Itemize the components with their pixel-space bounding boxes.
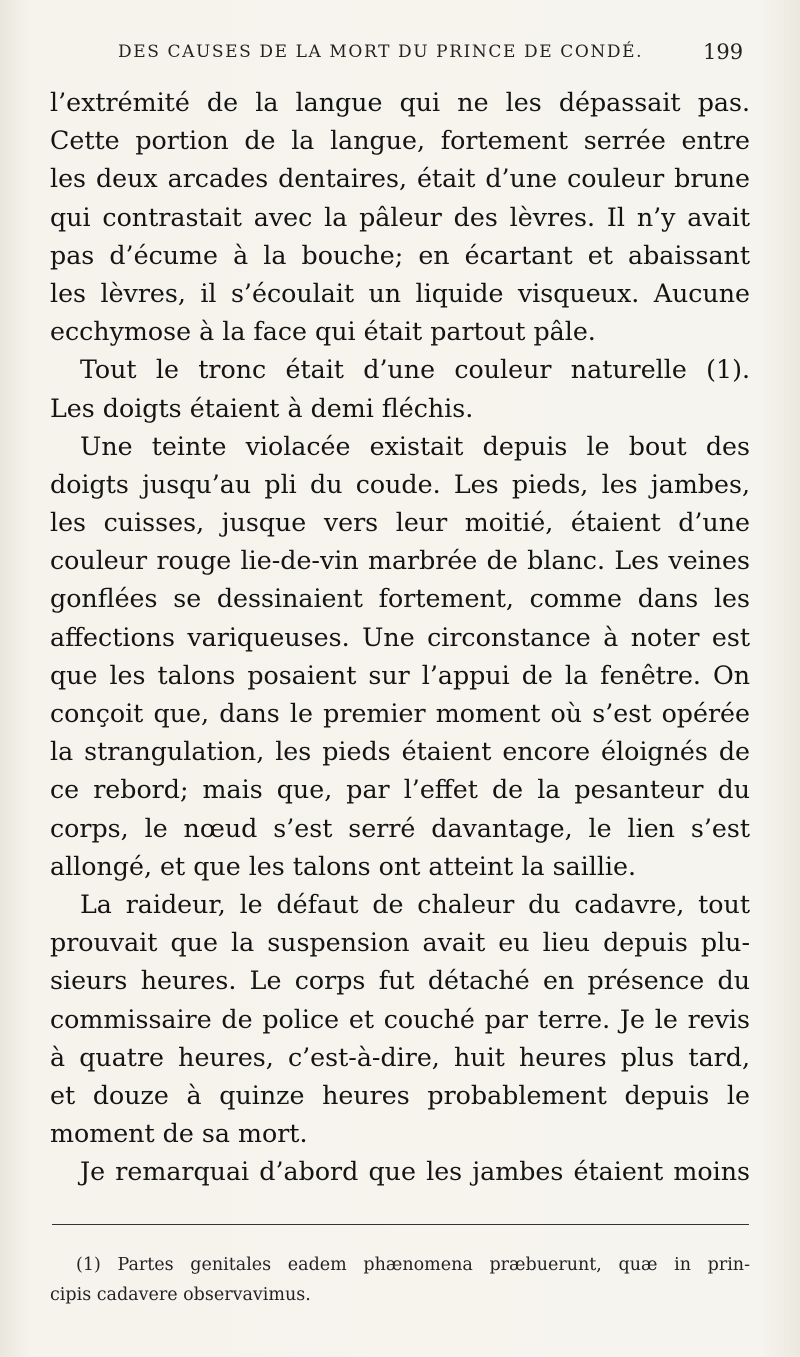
text-line: Je remarquai d’abord que les jambes étaient moins — [80, 1157, 750, 1187]
text-line: les cuisses, jusque vers leur moitié, étaient d’une — [50, 508, 750, 538]
text-line: couleur rouge lie-de-vin marbrée de blanc. Les veines — [50, 546, 750, 576]
text-line: à quatre heures, c’est-à-dire, huit heures plus tard, — [50, 1042, 750, 1072]
text-line: que les talons posaient sur l’appui de la fenêtre. On — [50, 660, 750, 690]
text-line: La raideur, le défaut de chaleur du cadavre, tout — [80, 889, 750, 919]
text-line: commissaire de police et couché par terre. Je le revis — [50, 1004, 750, 1034]
footnote — [50, 1250, 750, 1310]
text-line: Les doigts étaient à demi fléchis. — [50, 393, 474, 423]
text-line: Une teinte violacée existait depuis le bout des — [80, 431, 750, 461]
text-line: sieurs heures. Le corps fut détaché en présence du — [50, 966, 750, 996]
text-line: la strangulation, les pieds étaient encore éloignés de — [50, 737, 750, 767]
text-line: les lèvres, il s’écoulait un liquide visqueux. Aucune — [50, 278, 750, 308]
footnote-line: cipis cadavere observavimus. — [50, 1285, 311, 1305]
running-title: DES CAUSES DE LA MORT DU PRINCE DE CONDÉ. — [118, 42, 644, 62]
text-line: gonflées se dessinaient fortement, comme dans les — [50, 584, 750, 614]
text-line: affections variqueuses. Une circonstance à noter est — [50, 622, 750, 652]
text-line: ecchymose à la face qui était partout pâle. — [50, 317, 596, 347]
text-line: Tout le tronc était d’une couleur naturelle (1). — [80, 355, 750, 385]
text-line: prouvait que la suspension avait eu lieu depuis plu- — [50, 928, 750, 958]
text-line: conçoit que, dans le premier moment où s’est opérée — [50, 699, 750, 728]
footnote-line: (1) Partes genitales eadem phænomena præbuerunt, quæ in prin- — [76, 1255, 750, 1275]
text-line: Cette portion de la langue, fortement serrée entre — [50, 126, 750, 156]
body-text — [50, 84, 750, 1191]
text-line: corps, le nœud s’est serré davantage, le lien s’est — [50, 813, 750, 843]
footnote-divider — [52, 1224, 749, 1225]
text-line: allongé, et que les talons ont atteint la saillie. — [50, 851, 637, 881]
page-number: 199 — [703, 40, 744, 64]
text-line: et douze à quinze heures probablement depuis le — [50, 1080, 750, 1110]
text-line: moment de sa mort. — [50, 1119, 308, 1149]
text-line: pas d’écume à la bouche; en écartant et abaissant — [50, 240, 750, 270]
text-line: ce rebord; mais que, par l’effet de la pesanteur du — [50, 775, 750, 805]
text-line: qui contrastait avec la pâleur des lèvres. Il n’y avait — [50, 202, 750, 232]
text-line: doigts jusqu’au pli du coude. Les pieds, les jambes, — [50, 469, 750, 499]
text-line: l’extrémité de la langue qui ne les dépassait pas. — [50, 88, 750, 117]
text-line: les deux arcades dentaires, était d’une couleur brune — [50, 164, 750, 194]
